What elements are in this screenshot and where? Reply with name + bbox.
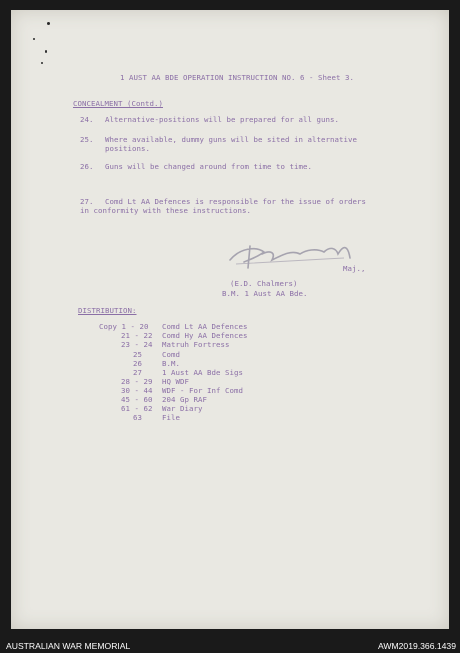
distribution-recipient: 1 Aust AA Bde Sigs [162,368,243,377]
distribution-recipient: B.M. [162,359,180,368]
paragraph-text: Guns will be changed around from time to time. [105,162,312,171]
handwritten-signature [226,238,356,272]
distribution-recipient: HQ WDF [162,377,189,386]
distribution-copy: 61 - 62 [121,404,153,413]
distribution-copy: 63 [133,413,142,422]
distribution-recipient: Comd Lt AA Defences [162,322,248,331]
distribution-recipient: War Diary [162,404,203,413]
distribution-recipient: WDF - For Inf Comd [162,386,243,395]
distribution-recipient: Matruh Fortress [162,340,230,349]
paper-speck [41,62,43,64]
distribution-copy: 23 - 24 [121,340,153,349]
distribution-copy: 45 - 60 [121,395,153,404]
distribution-recipient: Comd Hy AA Defences [162,331,248,340]
distribution-copy: Copy 1 - 20 [99,322,149,331]
paper-speck [33,38,35,40]
distribution-copy: 27 [133,368,142,377]
footer-institution: AUSTRALIAN WAR MEMORIAL [6,641,131,651]
paper-speck [45,50,47,53]
paragraph-text: positions. [105,144,150,153]
paragraph-text: in conformity with these instructions. [80,206,251,215]
paragraph-number: 25. [80,135,94,144]
footer-accession-number: AWM2019.366.1439 [377,641,456,651]
signatory-rank: Maj., [343,264,366,273]
distribution-title: DISTRIBUTION: [78,306,137,315]
signatory-title: B.M. 1 Aust AA Bde. [222,289,308,298]
paragraph-number: 26. [80,162,94,171]
section-title: CONCEALMENT (Contd.) [73,99,163,108]
distribution-recipient: File [162,413,180,422]
paragraph-number: 27. [80,197,94,206]
paragraph-number: 24. [80,115,94,124]
paragraph-text: Where available, dummy guns will be sited in alternative [105,135,357,144]
distribution-copy: 28 - 29 [121,377,153,386]
paragraph-text: Alternative-positions will be prepared for all guns. [105,115,339,124]
distribution-recipient: Comd [162,350,180,359]
distribution-copy: 25 [133,350,142,359]
distribution-recipient: 204 Gp RAF [162,395,207,404]
paragraph-text: Comd Lt AA Defences is responsible for the issue of orders [105,197,366,206]
distribution-copy: 21 - 22 [121,331,153,340]
paper-speck [47,22,50,25]
distribution-copy: 30 - 44 [121,386,153,395]
document-header: 1 AUST AA BDE OPERATION INSTRUCTION NO. 6 - Sheet 3. [120,73,354,82]
signatory-name: (E.D. Chalmers) [230,279,298,288]
distribution-copy: 26 [133,359,142,368]
